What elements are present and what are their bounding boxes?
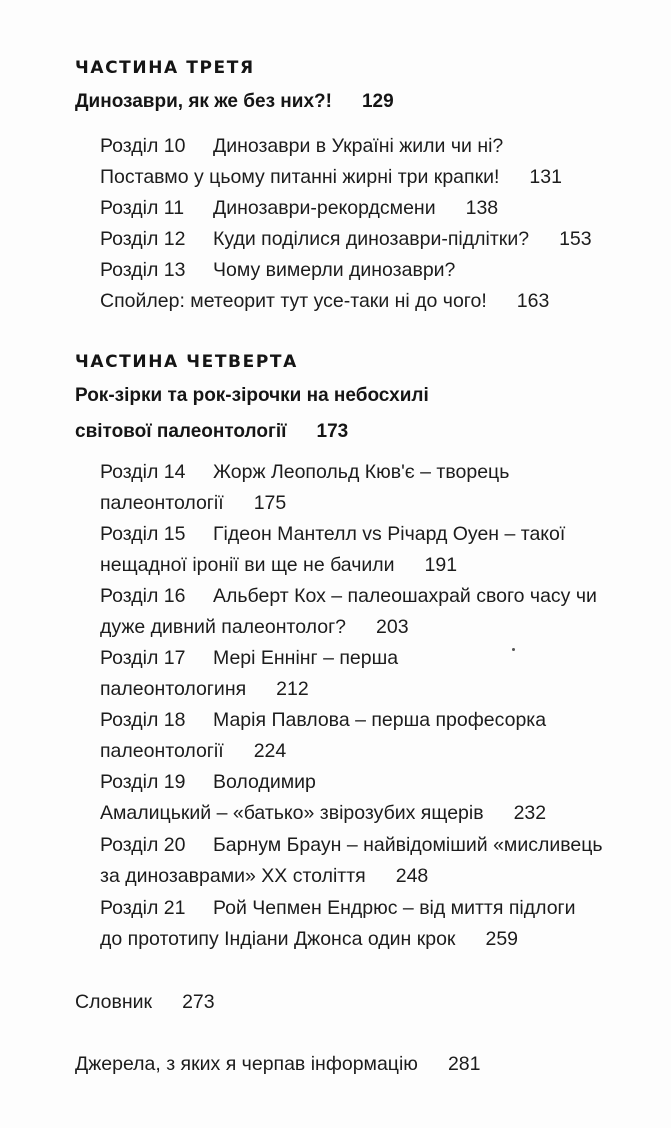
chapter-number: Розділ 14 — [100, 461, 186, 483]
chapter-number: Розділ 20 — [100, 834, 186, 856]
toc-entry-chapter-20 — [100, 830, 660, 892]
chapter-title-line1: Володимир — [213, 771, 316, 793]
chapter-page-number: 212 — [276, 678, 309, 700]
toc-entry-sources — [75, 1049, 480, 1080]
chapter-page-number: 259 — [485, 928, 519, 950]
chapter-title-line1: Жорж Леопольд Кюв'є – творець — [213, 461, 510, 483]
toc-entry-chapter-16 — [100, 581, 660, 643]
chapter-title-line2: нещадної іронії ви ще не бачили — [100, 554, 395, 576]
glossary-page-number: 273 — [182, 991, 215, 1013]
part-3-page-number: 129 — [361, 91, 394, 112]
sources-page-number: 281 — [447, 1053, 481, 1075]
toc-entry-chapter-15 — [100, 519, 660, 581]
chapter-title-line2: Спойлер: метеорит тут усе-таки ні до чого! — [100, 290, 487, 312]
chapter-title-line2: до прототипу Індіани Джонса один крок — [100, 928, 456, 950]
chapter-number: Розділ 17 — [100, 647, 186, 669]
chapter-title-line1: Куди поділися динозаври-підлітки? — [213, 228, 530, 250]
sources-label: Джерела, з яких я черпав інформацію — [75, 1053, 418, 1075]
part-4-page-number: 173 — [316, 421, 349, 442]
chapter-page-number: 191 — [424, 554, 458, 576]
chapter-number: Розділ 12 — [100, 228, 186, 250]
toc-entry-chapter-10 — [100, 131, 660, 193]
chapter-title-line2: Амалицький – «батько» звірозубих ящерів — [100, 802, 484, 824]
chapter-title-line1: Рой Чепмен Ендрюс – від миття підлоги — [213, 897, 576, 919]
toc-entry-chapter-12 — [100, 224, 660, 255]
toc-entry-chapter-17 — [100, 643, 660, 705]
part-4-title — [75, 378, 429, 450]
chapter-page-number: 203 — [376, 616, 409, 638]
chapter-title-line1: Мері Еннінг – перша — [213, 647, 399, 669]
part-4-title-line2: світової палеонтології — [75, 421, 287, 442]
chapter-title-line2: палеонтологиня — [100, 678, 247, 700]
toc-entry-chapter-18 — [100, 705, 660, 767]
chapter-number: Розділ 11 — [100, 197, 185, 219]
chapter-number: Розділ 16 — [100, 585, 186, 607]
part-3-title-text: Динозаври, як же без них?! — [75, 91, 332, 112]
chapter-page-number: 138 — [465, 197, 499, 219]
toc-entry-chapter-13 — [100, 255, 660, 317]
part-3-title — [75, 84, 394, 120]
part-4-label: ЧАСТИНА ЧЕТВЕРТА — [75, 352, 298, 372]
chapter-number: Розділ 10 — [100, 135, 186, 157]
chapter-number: Розділ 18 — [100, 709, 186, 731]
chapter-page-number: 248 — [395, 865, 429, 887]
chapter-number: Розділ 19 — [100, 771, 186, 793]
toc-entry-chapter-21 — [100, 893, 660, 955]
chapter-number: Розділ 15 — [100, 523, 186, 545]
chapter-title-line1: Марія Павлова – перша професорка — [213, 709, 547, 731]
chapter-title-line1: Чому вимерли динозаври? — [213, 259, 456, 281]
print-speck — [512, 648, 515, 651]
chapter-title-line1: Гідеон Мантелл vs Річард Оуен – такої — [213, 523, 566, 545]
chapter-page-number: 232 — [513, 802, 547, 824]
toc-entry-chapter-19 — [100, 767, 660, 829]
chapter-page-number: 163 — [516, 290, 550, 312]
toc-entry-glossary — [75, 987, 215, 1018]
glossary-label: Словник — [75, 991, 153, 1013]
chapter-title-line1: Барнум Браун – найвідоміший «мисливець — [213, 834, 603, 856]
chapter-title-line1: Динозаври в Україні жили чи ні? — [213, 135, 504, 157]
chapter-page-number: 153 — [559, 228, 592, 250]
chapter-title-line2: палеонтології — [100, 740, 224, 762]
toc-entry-chapter-11 — [100, 193, 660, 224]
part-3-label: ЧАСТИНА ТРЕТЯ — [75, 58, 255, 78]
chapter-title-line1: Альберт Кох – палеошахрай свого часу чи — [213, 585, 597, 607]
part-4-title-line1: Рок-зірки та рок-зірочки на небосхилі — [75, 385, 429, 406]
toc-entry-chapter-14 — [100, 457, 660, 519]
chapter-page-number: 224 — [253, 740, 287, 762]
chapter-title-line2: палеонтології — [100, 492, 224, 514]
chapter-number: Розділ 21 — [100, 897, 186, 919]
chapter-page-number: 175 — [253, 492, 287, 514]
chapter-title-line2: Поставмо у цьому питанні жирні три крапки! — [100, 166, 500, 188]
chapter-title-line2: за динозаврами» ХХ століття — [100, 865, 366, 887]
chapter-title-line1: Динозаври-рекордсмени — [213, 197, 436, 219]
chapter-title-line2: дуже дивний палеонтолог? — [100, 616, 347, 638]
chapter-number: Розділ 13 — [100, 259, 186, 281]
chapter-page-number: 131 — [529, 166, 562, 188]
